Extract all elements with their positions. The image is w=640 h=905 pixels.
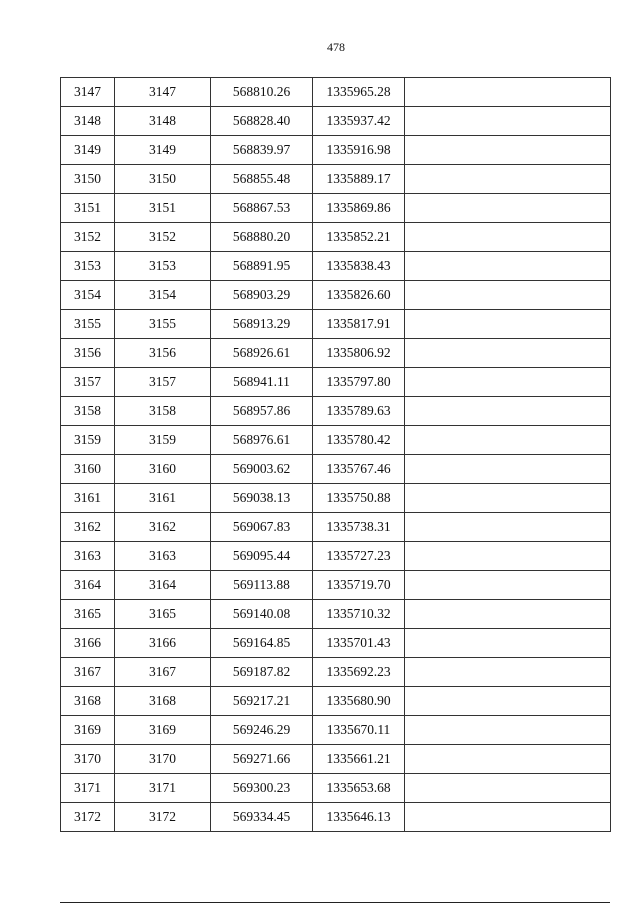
note-cell bbox=[405, 542, 611, 571]
y-coordinate-cell: 1335817.91 bbox=[313, 310, 405, 339]
x-coordinate-cell: 569187.82 bbox=[211, 658, 313, 687]
note-cell bbox=[405, 165, 611, 194]
x-coordinate-cell: 568903.29 bbox=[211, 281, 313, 310]
y-coordinate-cell: 1335889.17 bbox=[313, 165, 405, 194]
table-row bbox=[61, 803, 611, 832]
point-id-cell: 3155 bbox=[61, 310, 115, 339]
table-row bbox=[61, 658, 611, 687]
point-number-cell: 3153 bbox=[115, 252, 211, 281]
x-coordinate-cell: 569246.29 bbox=[211, 716, 313, 745]
table-row bbox=[61, 426, 611, 455]
table-row bbox=[61, 339, 611, 368]
y-coordinate-cell: 1335780.42 bbox=[313, 426, 405, 455]
table-row bbox=[61, 629, 611, 658]
x-coordinate-cell: 568913.29 bbox=[211, 310, 313, 339]
table-row bbox=[61, 281, 611, 310]
point-number-cell: 3170 bbox=[115, 745, 211, 774]
point-number-cell: 3152 bbox=[115, 223, 211, 252]
y-coordinate-cell: 1335680.90 bbox=[313, 687, 405, 716]
point-id-cell: 3161 bbox=[61, 484, 115, 513]
point-id-cell: 3165 bbox=[61, 600, 115, 629]
note-cell bbox=[405, 803, 611, 832]
point-number-cell: 3149 bbox=[115, 136, 211, 165]
table-row bbox=[61, 774, 611, 803]
point-id-cell: 3156 bbox=[61, 339, 115, 368]
point-id-cell: 3159 bbox=[61, 426, 115, 455]
y-coordinate-cell: 1335738.31 bbox=[313, 513, 405, 542]
point-id-cell: 3154 bbox=[61, 281, 115, 310]
note-cell bbox=[405, 339, 611, 368]
table-row bbox=[61, 542, 611, 571]
point-id-cell: 3169 bbox=[61, 716, 115, 745]
point-id-cell: 3148 bbox=[61, 107, 115, 136]
x-coordinate-cell: 568891.95 bbox=[211, 252, 313, 281]
y-coordinate-cell: 1335692.23 bbox=[313, 658, 405, 687]
point-number-cell: 3165 bbox=[115, 600, 211, 629]
point-id-cell: 3168 bbox=[61, 687, 115, 716]
note-cell bbox=[405, 513, 611, 542]
note-cell bbox=[405, 426, 611, 455]
table-row bbox=[61, 455, 611, 484]
y-coordinate-cell: 1335806.92 bbox=[313, 339, 405, 368]
y-coordinate-cell: 1335852.21 bbox=[313, 223, 405, 252]
point-number-cell: 3148 bbox=[115, 107, 211, 136]
x-coordinate-cell: 568957.86 bbox=[211, 397, 313, 426]
point-id-cell: 3172 bbox=[61, 803, 115, 832]
y-coordinate-cell: 1335661.21 bbox=[313, 745, 405, 774]
y-coordinate-cell: 1335869.86 bbox=[313, 194, 405, 223]
point-number-cell: 3159 bbox=[115, 426, 211, 455]
note-cell bbox=[405, 629, 611, 658]
x-coordinate-cell: 568855.48 bbox=[211, 165, 313, 194]
point-number-cell: 3161 bbox=[115, 484, 211, 513]
note-cell bbox=[405, 716, 611, 745]
point-number-cell: 3162 bbox=[115, 513, 211, 542]
point-number-cell: 3150 bbox=[115, 165, 211, 194]
y-coordinate-cell: 1335965.28 bbox=[313, 78, 405, 107]
note-cell bbox=[405, 658, 611, 687]
footer-rule bbox=[60, 902, 610, 903]
table-row bbox=[61, 745, 611, 774]
table-row bbox=[61, 194, 611, 223]
table-body bbox=[61, 78, 611, 832]
point-id-cell: 3157 bbox=[61, 368, 115, 397]
y-coordinate-cell: 1335937.42 bbox=[313, 107, 405, 136]
table-row bbox=[61, 368, 611, 397]
note-cell bbox=[405, 774, 611, 803]
point-number-cell: 3169 bbox=[115, 716, 211, 745]
point-number-cell: 3163 bbox=[115, 542, 211, 571]
note-cell bbox=[405, 397, 611, 426]
y-coordinate-cell: 1335719.70 bbox=[313, 571, 405, 600]
note-cell bbox=[405, 107, 611, 136]
point-id-cell: 3170 bbox=[61, 745, 115, 774]
table-row bbox=[61, 107, 611, 136]
point-id-cell: 3164 bbox=[61, 571, 115, 600]
point-number-cell: 3164 bbox=[115, 571, 211, 600]
note-cell bbox=[405, 78, 611, 107]
y-coordinate-cell: 1335838.43 bbox=[313, 252, 405, 281]
note-cell bbox=[405, 600, 611, 629]
x-coordinate-cell: 568839.97 bbox=[211, 136, 313, 165]
x-coordinate-cell: 569271.66 bbox=[211, 745, 313, 774]
point-number-cell: 3172 bbox=[115, 803, 211, 832]
y-coordinate-cell: 1335750.88 bbox=[313, 484, 405, 513]
point-id-cell: 3152 bbox=[61, 223, 115, 252]
table-row bbox=[61, 223, 611, 252]
y-coordinate-cell: 1335767.46 bbox=[313, 455, 405, 484]
point-number-cell: 3160 bbox=[115, 455, 211, 484]
x-coordinate-cell: 568880.20 bbox=[211, 223, 313, 252]
x-coordinate-cell: 568810.26 bbox=[211, 78, 313, 107]
point-id-cell: 3163 bbox=[61, 542, 115, 571]
table-row bbox=[61, 687, 611, 716]
point-id-cell: 3167 bbox=[61, 658, 115, 687]
point-number-cell: 3166 bbox=[115, 629, 211, 658]
note-cell bbox=[405, 252, 611, 281]
point-number-cell: 3167 bbox=[115, 658, 211, 687]
coordinates-table bbox=[60, 77, 611, 832]
y-coordinate-cell: 1335710.32 bbox=[313, 600, 405, 629]
table-row bbox=[61, 136, 611, 165]
x-coordinate-cell: 569334.45 bbox=[211, 803, 313, 832]
y-coordinate-cell: 1335916.98 bbox=[313, 136, 405, 165]
x-coordinate-cell: 568867.53 bbox=[211, 194, 313, 223]
point-id-cell: 3151 bbox=[61, 194, 115, 223]
y-coordinate-cell: 1335670.11 bbox=[313, 716, 405, 745]
note-cell bbox=[405, 368, 611, 397]
note-cell bbox=[405, 687, 611, 716]
point-number-cell: 3147 bbox=[115, 78, 211, 107]
x-coordinate-cell: 568976.61 bbox=[211, 426, 313, 455]
note-cell bbox=[405, 745, 611, 774]
note-cell bbox=[405, 223, 611, 252]
point-number-cell: 3157 bbox=[115, 368, 211, 397]
x-coordinate-cell: 569067.83 bbox=[211, 513, 313, 542]
x-coordinate-cell: 569113.88 bbox=[211, 571, 313, 600]
table-row bbox=[61, 252, 611, 281]
x-coordinate-cell: 569140.08 bbox=[211, 600, 313, 629]
x-coordinate-cell: 569038.13 bbox=[211, 484, 313, 513]
table-row bbox=[61, 600, 611, 629]
y-coordinate-cell: 1335826.60 bbox=[313, 281, 405, 310]
note-cell bbox=[405, 571, 611, 600]
point-id-cell: 3166 bbox=[61, 629, 115, 658]
point-id-cell: 3147 bbox=[61, 78, 115, 107]
point-number-cell: 3151 bbox=[115, 194, 211, 223]
point-id-cell: 3158 bbox=[61, 397, 115, 426]
point-id-cell: 3153 bbox=[61, 252, 115, 281]
y-coordinate-cell: 1335727.23 bbox=[313, 542, 405, 571]
page-number: 478 bbox=[327, 40, 345, 54]
table-row bbox=[61, 165, 611, 194]
point-number-cell: 3171 bbox=[115, 774, 211, 803]
point-number-cell: 3158 bbox=[115, 397, 211, 426]
x-coordinate-cell: 569164.85 bbox=[211, 629, 313, 658]
x-coordinate-cell: 568941.11 bbox=[211, 368, 313, 397]
point-id-cell: 3171 bbox=[61, 774, 115, 803]
point-number-cell: 3154 bbox=[115, 281, 211, 310]
y-coordinate-cell: 1335646.13 bbox=[313, 803, 405, 832]
x-coordinate-cell: 569003.62 bbox=[211, 455, 313, 484]
point-number-cell: 3156 bbox=[115, 339, 211, 368]
note-cell bbox=[405, 310, 611, 339]
x-coordinate-cell: 568926.61 bbox=[211, 339, 313, 368]
table-row bbox=[61, 513, 611, 542]
table-row bbox=[61, 716, 611, 745]
note-cell bbox=[405, 281, 611, 310]
x-coordinate-cell: 569300.23 bbox=[211, 774, 313, 803]
table-row bbox=[61, 397, 611, 426]
point-id-cell: 3150 bbox=[61, 165, 115, 194]
table-row bbox=[61, 571, 611, 600]
table-row bbox=[61, 310, 611, 339]
table-row bbox=[61, 78, 611, 107]
point-number-cell: 3168 bbox=[115, 687, 211, 716]
table-row bbox=[61, 484, 611, 513]
x-coordinate-cell: 568828.40 bbox=[211, 107, 313, 136]
note-cell bbox=[405, 484, 611, 513]
point-id-cell: 3149 bbox=[61, 136, 115, 165]
point-number-cell: 3155 bbox=[115, 310, 211, 339]
y-coordinate-cell: 1335653.68 bbox=[313, 774, 405, 803]
y-coordinate-cell: 1335797.80 bbox=[313, 368, 405, 397]
note-cell bbox=[405, 455, 611, 484]
note-cell bbox=[405, 194, 611, 223]
point-id-cell: 3162 bbox=[61, 513, 115, 542]
x-coordinate-cell: 569095.44 bbox=[211, 542, 313, 571]
x-coordinate-cell: 569217.21 bbox=[211, 687, 313, 716]
y-coordinate-cell: 1335789.63 bbox=[313, 397, 405, 426]
point-id-cell: 3160 bbox=[61, 455, 115, 484]
note-cell bbox=[405, 136, 611, 165]
y-coordinate-cell: 1335701.43 bbox=[313, 629, 405, 658]
